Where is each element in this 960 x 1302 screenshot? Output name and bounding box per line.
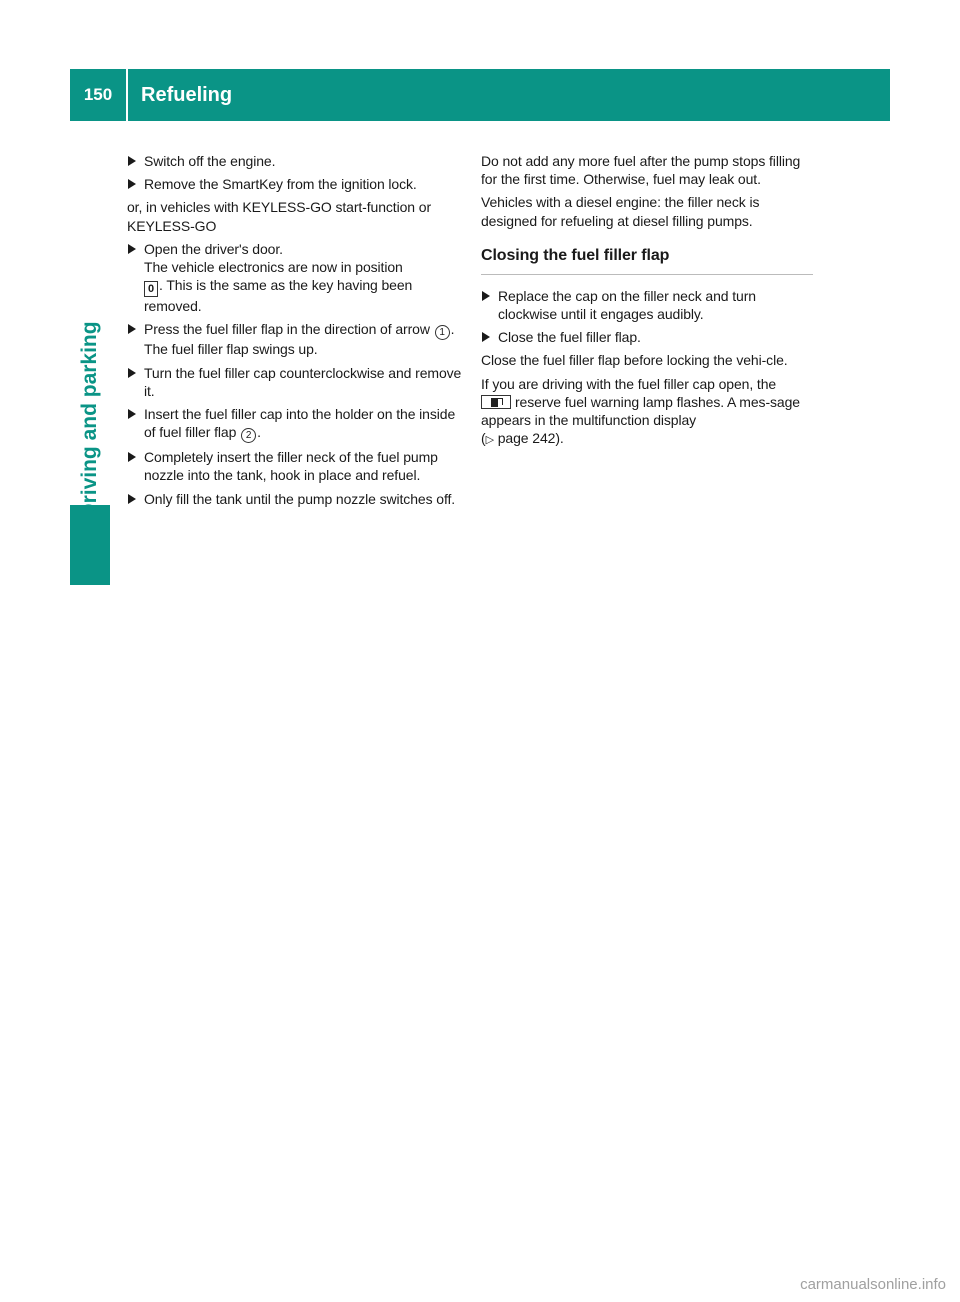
page-reference-link[interactable]: page 242). xyxy=(493,430,564,447)
step-text: Remove the SmartKey from the ignition lock. xyxy=(144,176,417,193)
bullet-arrow-icon xyxy=(482,332,490,342)
step-item xyxy=(127,364,465,400)
bullet-arrow-icon xyxy=(128,156,136,166)
right-column xyxy=(481,152,813,454)
bullet-arrow-icon xyxy=(128,244,136,254)
step-text: Switch off the engine. xyxy=(144,153,276,169)
step-item xyxy=(127,320,465,358)
page-reference-arrow-icon: ▷ xyxy=(485,434,494,447)
section-title: Refueling xyxy=(141,83,233,106)
paragraph: Do not add any more fuel after the pump stops filling for the first time. Otherwise, fuel may leak out. xyxy=(481,153,801,188)
paragraph: Close the fuel filler flap before locking the vehi-cle. xyxy=(481,352,788,369)
paragraph-text: reserve fuel warning lamp flashes. A mes-sage appears in the multifunction display xyxy=(481,393,800,429)
bullet-arrow-icon xyxy=(128,452,136,462)
watermark: carmanualsonline.info xyxy=(800,1276,946,1293)
bullet-arrow-icon xyxy=(128,368,136,378)
page-number: 150 xyxy=(83,85,113,104)
step-item xyxy=(127,490,465,508)
left-column xyxy=(127,152,465,513)
step-text: The vehicle electronics are now in position xyxy=(144,259,403,276)
step-text: Close the fuel filler flap. xyxy=(498,329,641,346)
reserve-fuel-lamp-icon xyxy=(481,395,511,409)
step-item xyxy=(481,287,813,323)
header-divider xyxy=(126,69,128,121)
step-text: The fuel filler flap swings up. xyxy=(144,341,318,358)
step-text: . This is the same as the key having been removed. xyxy=(144,277,413,315)
step-text: Turn the fuel filler cap counterclockwise and remove it. xyxy=(144,364,462,399)
bullet-arrow-icon xyxy=(128,494,136,504)
step-text: Open the driver's door. xyxy=(144,240,283,257)
step-item xyxy=(127,240,465,316)
section-heading: Closing the fuel filler flap xyxy=(481,246,813,275)
paragraph xyxy=(481,375,813,450)
step-text: Only fill the tank until the pump nozzle switches off. xyxy=(144,490,456,507)
step-text: . xyxy=(450,321,455,338)
paragraph: Vehicles with a diesel engine: the filler neck is designed for refueling at diesel filling pumps. xyxy=(481,194,760,229)
paragraph-text: If you are driving with the fuel filler cap open, the xyxy=(481,375,777,392)
step-text: Replace the cap on the filler neck and turn clockwise until it engages audibly. xyxy=(498,287,756,323)
paragraph: or, in vehicles with KEYLESS-GO start-function or KEYLESS-GO xyxy=(127,199,432,234)
callout-marker: 1 xyxy=(435,325,450,340)
step-item xyxy=(127,448,465,484)
callout-marker: 2 xyxy=(241,428,256,443)
bullet-arrow-icon xyxy=(128,179,136,189)
step-item xyxy=(127,405,465,443)
bullet-arrow-icon xyxy=(128,409,136,419)
step-item xyxy=(127,152,465,170)
step-item xyxy=(127,175,465,193)
paragraph-text: ( xyxy=(481,430,486,447)
step-text: Insert the fuel filler cap into the holder on the inside of fuel filler flap xyxy=(144,406,456,441)
step-text: Completely insert the filler neck of the fuel pump nozzle into the tank, hook in place and refuel. xyxy=(144,449,438,484)
step-text: Press the fuel filler flap in the direction of arrow xyxy=(144,321,434,338)
bullet-arrow-icon xyxy=(482,291,490,301)
key-position-icon: 0 xyxy=(144,281,158,297)
bullet-arrow-icon xyxy=(128,324,136,334)
side-chapter-label: Driving and parking xyxy=(78,321,101,519)
step-text: . xyxy=(257,424,261,441)
step-item xyxy=(481,328,813,346)
